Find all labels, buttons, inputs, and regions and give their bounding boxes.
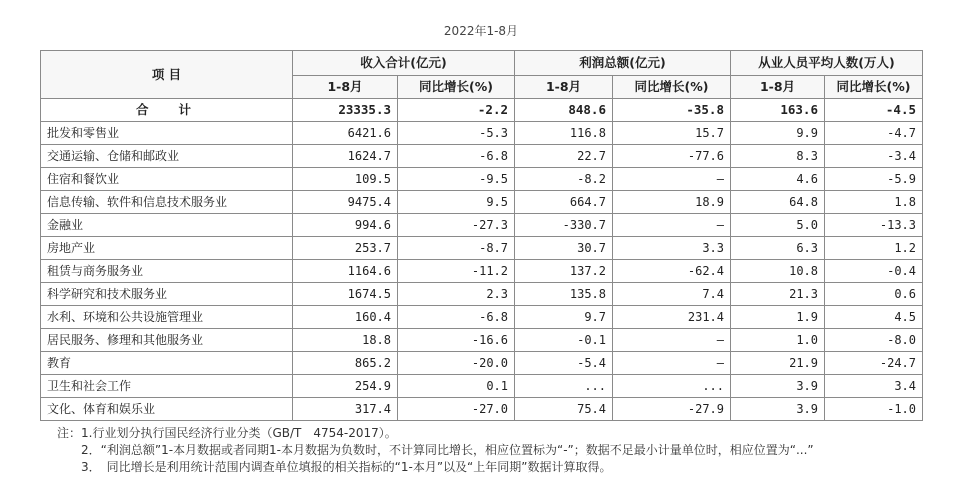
data-cell: -6.8 xyxy=(398,145,515,168)
industry-name: 房地产业 xyxy=(41,237,293,260)
table-row xyxy=(41,237,923,260)
data-cell: -20.0 xyxy=(398,352,515,375)
data-cell: 865.2 xyxy=(293,352,398,375)
data-cell: 3.9 xyxy=(731,398,825,421)
data-cell: 21.3 xyxy=(731,283,825,306)
data-cell: ... xyxy=(515,375,613,398)
data-cell: 21.9 xyxy=(731,352,825,375)
data-cell: -9.5 xyxy=(398,168,515,191)
table-caption: 2022年1-8月 xyxy=(443,24,519,38)
data-cell: 4.5 xyxy=(825,306,923,329)
footnote-3: 3． 同比增长是利用统计范围内调查单位填报的相关指标的“1-本月”以及“上年同期”数据计算取得。 xyxy=(81,460,612,474)
data-cell: -27.9 xyxy=(613,398,731,421)
data-cell: 253.7 xyxy=(293,237,398,260)
data-cell: 8.3 xyxy=(731,145,825,168)
data-cell: 3.3 xyxy=(613,237,731,260)
subcol-header: 同比增长(%) xyxy=(825,76,923,99)
data-cell: 9.9 xyxy=(731,122,825,145)
data-cell: 7.4 xyxy=(613,283,731,306)
industry-name: 交通运输、仓储和邮政业 xyxy=(41,145,293,168)
subcol-header: 同比增长(%) xyxy=(398,76,515,99)
data-cell: 64.8 xyxy=(731,191,825,214)
data-cell: 1.9 xyxy=(731,306,825,329)
data-cell: 9475.4 xyxy=(293,191,398,214)
data-cell: 1164.6 xyxy=(293,260,398,283)
industry-name: 住宿和餐饮业 xyxy=(41,168,293,191)
table-row xyxy=(41,375,923,398)
table-row xyxy=(41,122,923,145)
industry-name: 水利、环境和公共设施管理业 xyxy=(41,306,293,329)
data-cell: 22.7 xyxy=(515,145,613,168)
data-cell: 18.8 xyxy=(293,329,398,352)
data-cell: ... xyxy=(613,375,731,398)
footnote-2: 2．“利润总额”1-本月数据或者同期1-本月数据为负数时，不计算同比增长，相应位置标为“-”；数据不足最小计量单位时，相应位置为“...” xyxy=(81,443,814,457)
data-cell: 135.8 xyxy=(515,283,613,306)
data-cell: 75.4 xyxy=(515,398,613,421)
data-cell: -1.0 xyxy=(825,398,923,421)
table-row xyxy=(41,283,923,306)
item-header: 项 目 xyxy=(41,51,293,99)
data-cell: 1674.5 xyxy=(293,283,398,306)
data-cell: 5.0 xyxy=(731,214,825,237)
subcol-header: 1-8月 xyxy=(731,76,825,99)
data-cell: 6.3 xyxy=(731,237,825,260)
table-row xyxy=(41,398,923,421)
industry-name: 金融业 xyxy=(41,214,293,237)
data-cell: -3.4 xyxy=(825,145,923,168)
table-row xyxy=(41,306,923,329)
data-cell: 1.8 xyxy=(825,191,923,214)
data-cell: — xyxy=(613,352,731,375)
data-cell: 994.6 xyxy=(293,214,398,237)
industry-name: 批发和零售业 xyxy=(41,122,293,145)
table-row xyxy=(41,352,923,375)
table-row xyxy=(41,145,923,168)
industry-name: 信息传输、软件和信息技术服务业 xyxy=(41,191,293,214)
data-cell: 0.1 xyxy=(398,375,515,398)
data-cell: 3.9 xyxy=(731,375,825,398)
data-cell: -0.1 xyxy=(515,329,613,352)
data-cell: 664.7 xyxy=(515,191,613,214)
table-row xyxy=(41,260,923,283)
data-cell: 30.7 xyxy=(515,237,613,260)
data-cell: 9.5 xyxy=(398,191,515,214)
data-cell: 2.3 xyxy=(398,283,515,306)
data-cell: 254.9 xyxy=(293,375,398,398)
group-header-revenue: 收入合计(亿元) xyxy=(293,51,515,76)
footnote-1: 注：1.行业划分执行国民经济行业分类（GB/T 4754-2017）。 xyxy=(57,426,397,440)
data-cell: 4.6 xyxy=(731,168,825,191)
data-cell: 1.2 xyxy=(825,237,923,260)
data-cell: -27.3 xyxy=(398,214,515,237)
total-row xyxy=(41,99,923,122)
table-row xyxy=(41,214,923,237)
data-cell: 9.7 xyxy=(515,306,613,329)
total-cell: 23335.3 xyxy=(293,99,398,122)
total-cell: -2.2 xyxy=(398,99,515,122)
total-cell: 848.6 xyxy=(515,99,613,122)
data-cell: -5.4 xyxy=(515,352,613,375)
data-cell: -5.9 xyxy=(825,168,923,191)
data-cell: 317.4 xyxy=(293,398,398,421)
data-cell: -62.4 xyxy=(613,260,731,283)
data-cell: 231.4 xyxy=(613,306,731,329)
data-cell: — xyxy=(613,329,731,352)
data-cell: -8.7 xyxy=(398,237,515,260)
data-cell: -24.7 xyxy=(825,352,923,375)
total-cell: 163.6 xyxy=(731,99,825,122)
data-cell: — xyxy=(613,214,731,237)
data-cell: 1.0 xyxy=(731,329,825,352)
data-cell: 116.8 xyxy=(515,122,613,145)
data-cell: -8.2 xyxy=(515,168,613,191)
group-header-employees: 从业人员平均人数(万人) xyxy=(731,51,923,76)
industry-name: 科学研究和技术服务业 xyxy=(41,283,293,306)
data-cell: -13.3 xyxy=(825,214,923,237)
footnotes xyxy=(57,425,937,476)
data-cell: -6.8 xyxy=(398,306,515,329)
data-cell: -8.0 xyxy=(825,329,923,352)
subcol-header: 1-8月 xyxy=(515,76,613,99)
header-row-groups xyxy=(41,51,923,76)
table-row xyxy=(41,329,923,352)
industry-name: 文化、体育和娱乐业 xyxy=(41,398,293,421)
table-row xyxy=(41,191,923,214)
total-cell: -35.8 xyxy=(613,99,731,122)
group-header-profit: 利润总额(亿元) xyxy=(515,51,731,76)
data-cell: 10.8 xyxy=(731,260,825,283)
data-cell: 6421.6 xyxy=(293,122,398,145)
data-cell: -5.3 xyxy=(398,122,515,145)
data-cell: -16.6 xyxy=(398,329,515,352)
industry-name: 卫生和社会工作 xyxy=(41,375,293,398)
data-cell: 137.2 xyxy=(515,260,613,283)
total-cell: -4.5 xyxy=(825,99,923,122)
subcol-header: 同比增长(%) xyxy=(613,76,731,99)
data-cell: 109.5 xyxy=(293,168,398,191)
data-cell: -27.0 xyxy=(398,398,515,421)
data-cell: 3.4 xyxy=(825,375,923,398)
data-cell: -0.4 xyxy=(825,260,923,283)
data-cell: -4.7 xyxy=(825,122,923,145)
data-cell: -330.7 xyxy=(515,214,613,237)
data-cell: — xyxy=(613,168,731,191)
data-cell: 1624.7 xyxy=(293,145,398,168)
data-cell: -11.2 xyxy=(398,260,515,283)
data-cell: 15.7 xyxy=(613,122,731,145)
data-cell: 18.9 xyxy=(613,191,731,214)
industry-name: 教育 xyxy=(41,352,293,375)
industry-name: 租赁与商务服务业 xyxy=(41,260,293,283)
table-row xyxy=(41,168,923,191)
industry-name: 居民服务、修理和其他服务业 xyxy=(41,329,293,352)
total-label: 合计 xyxy=(41,99,293,122)
data-cell: 0.6 xyxy=(825,283,923,306)
statistics-table xyxy=(40,50,923,421)
data-cell: -77.6 xyxy=(613,145,731,168)
subcol-header: 1-8月 xyxy=(293,76,398,99)
data-cell: 160.4 xyxy=(293,306,398,329)
